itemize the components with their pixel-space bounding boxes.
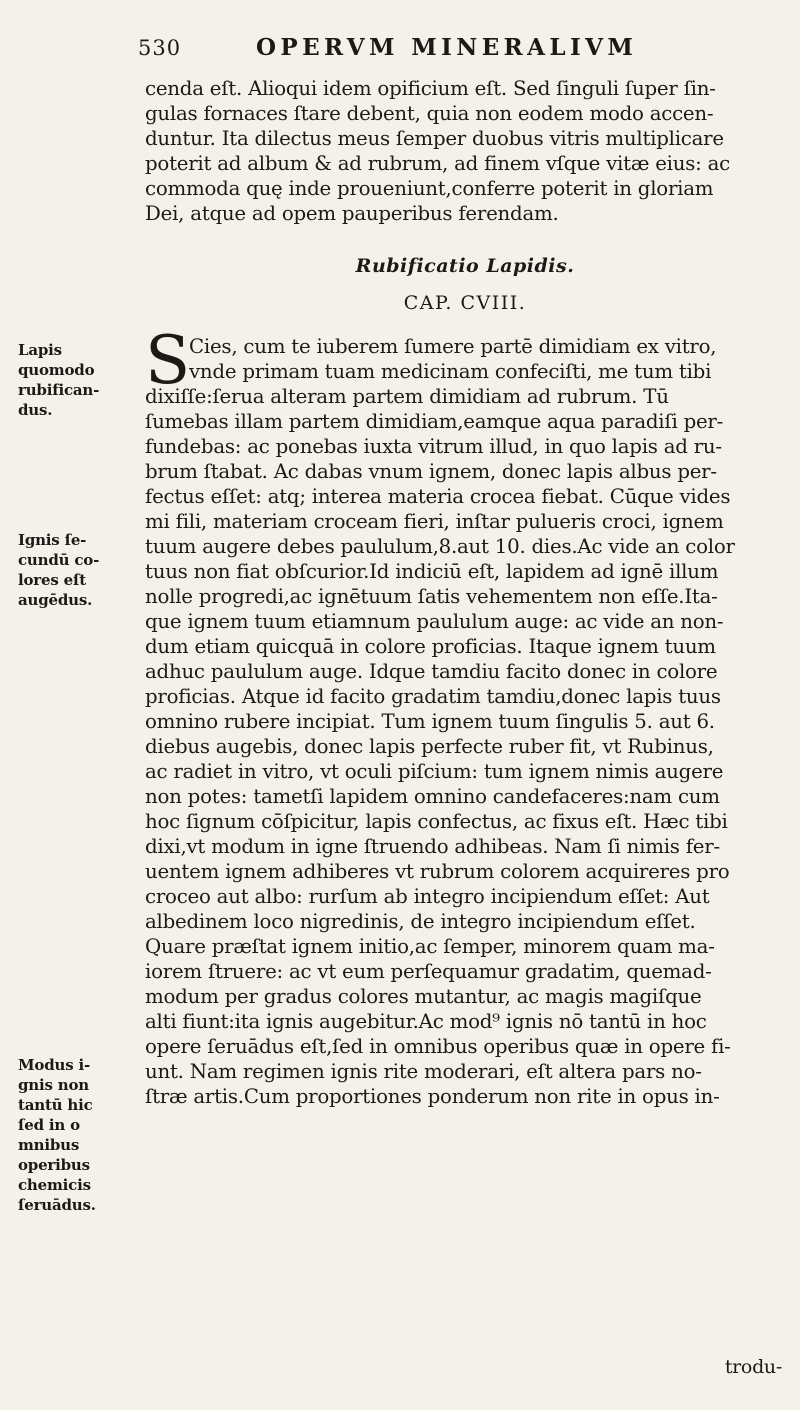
side-note-line: gnis non	[18, 1076, 89, 1094]
side-note-line: rubifican-	[18, 381, 100, 399]
text-line: nolle progredi,ac ignētuum ſatis vehementem non eſſe.Ita-	[145, 585, 718, 608]
text-line: tuus non fiat obſcurior.Id indiciū eſt, lapidem ad ignē illum	[145, 560, 719, 583]
side-note-line: dus.	[18, 401, 53, 419]
text-line: que ignem tuum etiamnum paululum auge: ac vide an non-	[145, 610, 724, 633]
side-note-line: augēdus.	[18, 591, 93, 609]
side-note-line: Modus i-	[18, 1056, 90, 1074]
running-title: OPERVM MINERALIVM	[256, 34, 638, 61]
text-line: gulas fornaces ſtare debent, quia non eodem modo accen-	[145, 102, 714, 125]
side-note-line: tantū hic	[18, 1096, 93, 1114]
side-note-line: chemicis	[18, 1176, 91, 1194]
text-line: croceo aut albo: rurſum ab integro incipiendum eſſet: Aut	[145, 885, 710, 908]
side-note-line: ſeruādus.	[18, 1196, 96, 1214]
text-line: ſumebas illam partem dimidiam,eamque aqua paradiſi per-	[145, 410, 724, 433]
text-line: unt. Nam regimen ignis rite moderari, eſt altera pars no-	[145, 1060, 702, 1083]
text-line: albedinem loco nigredinis, de integro incipiendum eſſet.	[145, 910, 696, 933]
catchword: trodu-	[724, 1356, 782, 1378]
side-note-line: quomodo	[18, 361, 95, 379]
text-line: ac radiet in vitro, vt oculi piſcium: tum ignem nimis augere	[145, 760, 724, 783]
text-line: mi fili, materiam croceam fieri, inſtar pulueris croci, ignem	[145, 510, 724, 533]
text-line: Quare præſtat ignem initio,ac ſemper, minorem quam ma-	[145, 935, 715, 958]
text-line: diebus augebis, donec lapis perfecte ruber fit, vt Rubinus,	[145, 735, 714, 758]
text-line: omnino rubere incipiat. Tum ignem tuum ſingulis 5. aut 6.	[145, 710, 715, 733]
side-note-line: cundū co-	[18, 551, 100, 569]
text-line: Cies, cum te iuberem ſumere partē dimidiam ex vitro,	[189, 335, 717, 358]
text-line: adhuc paululum auge. Idque tamdiu facito donec in colore	[145, 660, 718, 683]
side-note-line: Lapis	[18, 341, 62, 359]
text-line: hoc ſignum cōſpicitur, lapis confectus, ac fixus eſt. Hæc tibi	[145, 810, 728, 833]
text-line: dum etiam quicquā in colore proficias. Itaque ignem tuum	[145, 635, 716, 658]
text-line: duntur. Ita dilectus meus ſemper duobus vitris multiplicare	[145, 127, 724, 150]
side-note-line: mnibus	[18, 1136, 80, 1154]
text-line: non potes: tametſi lapidem omnino candefaceres:nam cum	[145, 785, 720, 808]
text-line: opere ſeruādus eſt,ſed in omnibus operibus quæ in opere fi-	[145, 1035, 731, 1058]
running-header	[138, 36, 778, 76]
side-note-line: operibus	[18, 1156, 90, 1174]
text-line: tuum augere debes paululum,8.aut 10. dies.Ac vide an color	[145, 535, 735, 558]
text-line: uentem ignem adhiberes vt rubrum colorem acquireres pro	[145, 860, 730, 883]
text-line: ſtræ artis.Cum proportiones ponderum non rite in opus in-	[145, 1085, 720, 1108]
chapter-heading: CAP. CVIII.	[403, 292, 527, 314]
text-line: modum per gradus colores mutantur, ac magis magiſque	[145, 985, 702, 1008]
text-line: fundebas: ac ponebas iuxta vitrum illud, in quo lapis ad ru-	[145, 435, 722, 458]
text-line: proficias. Atque id facito gradatim tamdiu,donec lapis tuus	[145, 685, 721, 708]
text-line: Dei, atque ad opem pauperibus ferendam.	[145, 202, 559, 225]
side-note-modus	[18, 1055, 96, 1215]
text-line: poterit ad album & ad rubrum, ad finem vſque vitæ eius: ac	[145, 152, 730, 175]
text-line: cenda eſt. Alioqui idem opificium eſt. Sed ſinguli ſuper ſin-	[145, 77, 716, 100]
side-note-line: lores eſt	[18, 571, 86, 589]
side-note-lapis	[18, 340, 99, 420]
text-line: brum ſtabat. Ac dabas vnum ignem, donec lapis albus per-	[145, 460, 717, 483]
side-note-line: ſed in o	[18, 1116, 80, 1134]
drop-cap: S	[145, 322, 191, 399]
text-line: alti fiunt:ita ignis augebitur.Ac mod⁹ ignis nō tantū in hoc	[145, 1010, 707, 1033]
text-line: fectus eſſet: atq; interea materia crocea fiebat. Cūque vides	[145, 485, 731, 508]
text-line: iorem ſtruere: ac vt eum perſequamur gradatim, quemad-	[145, 960, 712, 983]
page-number: 530	[138, 36, 182, 60]
text-line: vnde primam tuam medicinam confeciſti, me tum tibi	[189, 360, 712, 383]
text-line: commoda quę inde proueniunt,conferre poterit in gloriam	[145, 177, 714, 200]
text-line: dixi,vt modum in igne ſtruendo adhibeas. Nam ſi nimis fer-	[145, 835, 720, 858]
section-rubric: Rubificatio Lapidis.	[355, 255, 575, 277]
side-note-ignis	[18, 530, 99, 610]
side-note-line: Ignis ſe-	[18, 531, 87, 549]
text-line: dixiſſe:ſerua alteram partem dimidiam ad rubrum. Tū	[145, 385, 669, 408]
